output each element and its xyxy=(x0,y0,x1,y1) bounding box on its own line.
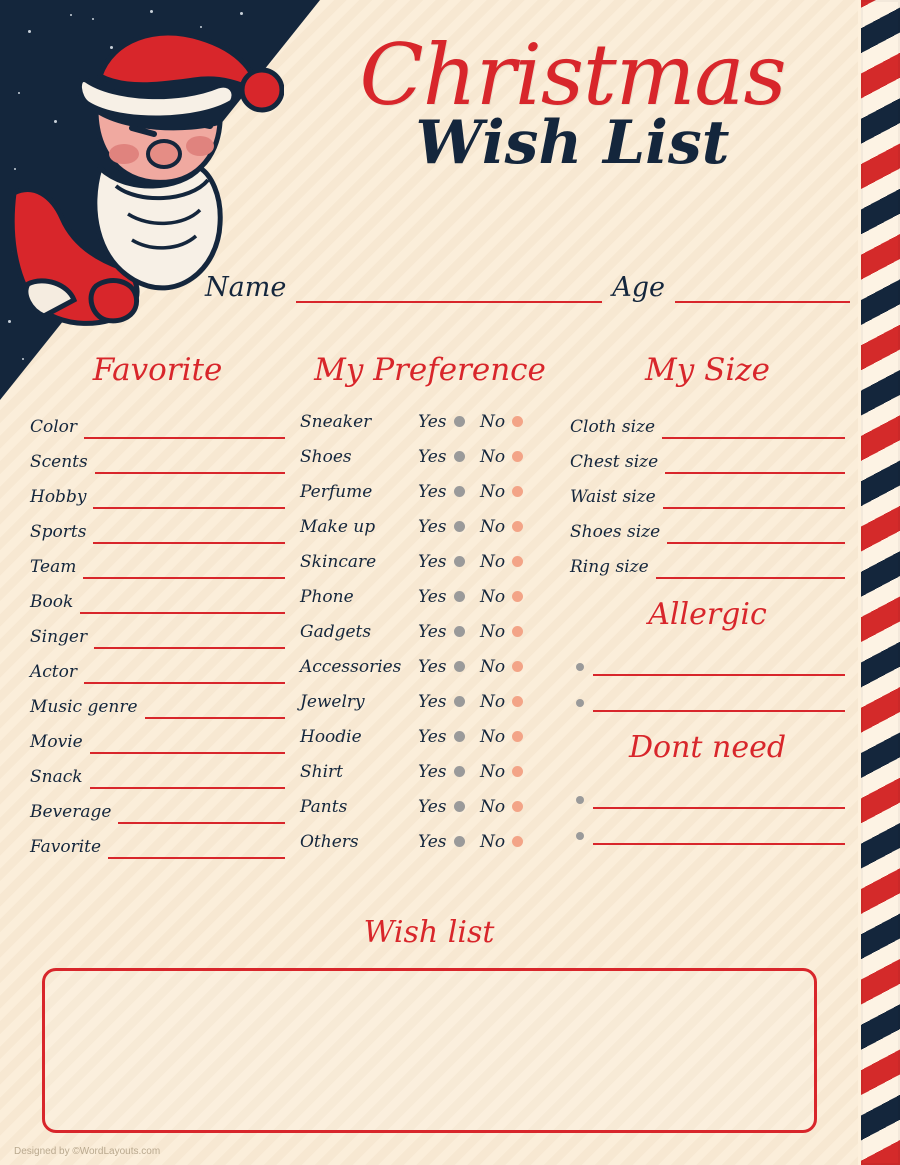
footer-credit: Designed by ©WordLayouts.com xyxy=(14,1146,161,1157)
yes-label: Yes xyxy=(418,656,447,677)
preference-yes-option[interactable] xyxy=(418,517,480,537)
preference-no-option[interactable] xyxy=(480,482,542,502)
size-heading: My Size xyxy=(645,352,770,388)
preference-no-option[interactable] xyxy=(480,552,542,572)
preference-label: Perfume xyxy=(300,481,373,502)
favorite-row xyxy=(30,474,285,509)
size-row xyxy=(570,509,845,544)
favorite-input-line[interactable] xyxy=(90,769,285,789)
no-radio-icon[interactable] xyxy=(512,836,523,847)
favorite-row xyxy=(30,509,285,544)
no-radio-icon[interactable] xyxy=(512,521,523,532)
preference-row xyxy=(300,719,560,754)
preference-label: Gadgets xyxy=(300,621,372,642)
title-line-wishlist: Wish List xyxy=(415,107,730,178)
yes-radio-icon[interactable] xyxy=(454,556,465,567)
preference-heading: My Preference xyxy=(314,352,546,388)
preference-row xyxy=(300,614,560,649)
preference-row xyxy=(300,649,560,684)
yes-radio-icon[interactable] xyxy=(454,731,465,742)
favorite-input-line[interactable] xyxy=(95,454,285,474)
no-label: No xyxy=(480,726,506,747)
favorite-label: Scents xyxy=(30,452,88,472)
size-label: Cloth size xyxy=(570,417,656,437)
favorite-input-line[interactable] xyxy=(83,559,285,579)
yes-label: Yes xyxy=(418,551,447,572)
yes-radio-icon[interactable] xyxy=(454,836,465,847)
favorite-row xyxy=(30,824,285,859)
preference-yes-option[interactable] xyxy=(418,447,480,467)
preference-row xyxy=(300,789,560,824)
preference-row xyxy=(300,404,560,439)
yes-label: Yes xyxy=(418,726,447,747)
favorite-label: Favorite xyxy=(30,837,102,857)
preference-section xyxy=(300,352,560,859)
preference-row xyxy=(300,439,560,474)
no-radio-icon[interactable] xyxy=(512,591,523,602)
no-label: No xyxy=(480,481,506,502)
favorite-label: Team xyxy=(30,557,77,577)
favorite-label: Actor xyxy=(30,662,77,682)
favorite-input-line[interactable] xyxy=(145,699,285,719)
candy-cane-border xyxy=(858,0,900,1165)
preference-yes-option[interactable] xyxy=(418,727,480,747)
favorite-heading: Favorite xyxy=(92,352,223,388)
dont-need-input-line[interactable] xyxy=(593,825,845,845)
page-title xyxy=(300,26,845,178)
size-input-line[interactable] xyxy=(656,559,845,579)
preference-label: Pants xyxy=(300,796,348,817)
preference-yes-option[interactable] xyxy=(418,797,480,817)
size-row xyxy=(570,474,845,509)
no-label: No xyxy=(480,656,506,677)
size-input-line[interactable] xyxy=(667,524,845,544)
preference-label: Make up xyxy=(300,516,376,537)
bullet-icon xyxy=(576,832,584,840)
preference-no-option[interactable] xyxy=(480,622,542,642)
no-radio-icon[interactable] xyxy=(512,626,523,637)
yes-radio-icon[interactable] xyxy=(454,521,465,532)
preference-no-option[interactable] xyxy=(480,692,542,712)
no-radio-icon[interactable] xyxy=(512,416,523,427)
yes-label: Yes xyxy=(418,481,447,502)
wish-list-textarea[interactable] xyxy=(42,968,817,1133)
yes-radio-icon[interactable] xyxy=(454,626,465,637)
favorite-input-line[interactable] xyxy=(93,524,285,544)
dont-need-input-line[interactable] xyxy=(593,789,845,809)
preference-label: Shoes xyxy=(300,446,352,467)
no-radio-icon[interactable] xyxy=(512,696,523,707)
preference-yes-option[interactable] xyxy=(418,482,480,502)
yes-radio-icon[interactable] xyxy=(454,591,465,602)
no-label: No xyxy=(480,551,506,572)
preference-no-option[interactable] xyxy=(480,797,542,817)
preference-yes-option[interactable] xyxy=(418,552,480,572)
preference-no-option[interactable] xyxy=(480,762,542,782)
title-line-christmas: Christmas xyxy=(359,26,786,124)
name-input-line[interactable] xyxy=(296,281,602,303)
size-input-line[interactable] xyxy=(662,419,845,439)
preference-yes-option[interactable] xyxy=(418,657,480,677)
favorite-input-line[interactable] xyxy=(94,629,285,649)
preference-no-option[interactable] xyxy=(480,517,542,537)
yes-radio-icon[interactable] xyxy=(454,486,465,497)
no-radio-icon[interactable] xyxy=(512,801,523,812)
preference-row xyxy=(300,684,560,719)
favorite-input-line[interactable] xyxy=(118,804,285,824)
yes-radio-icon[interactable] xyxy=(454,766,465,777)
favorite-input-line[interactable] xyxy=(90,734,285,754)
preference-no-option[interactable] xyxy=(480,832,542,852)
favorite-input-line[interactable] xyxy=(84,664,285,684)
preference-yes-option[interactable] xyxy=(418,622,480,642)
dont-need-heading: Dont need xyxy=(628,730,787,765)
bullet-icon xyxy=(576,663,584,671)
favorite-label: Hobby xyxy=(30,487,87,507)
preference-no-option[interactable] xyxy=(480,657,542,677)
no-label: No xyxy=(480,516,506,537)
favorite-label: Movie xyxy=(30,732,83,752)
preference-row xyxy=(300,579,560,614)
favorite-label: Beverage xyxy=(30,802,112,822)
size-input-line[interactable] xyxy=(663,489,845,509)
preference-label: Accessories xyxy=(300,656,402,677)
preference-yes-option[interactable] xyxy=(418,692,480,712)
no-radio-icon[interactable] xyxy=(512,661,523,672)
dont-need-row xyxy=(570,773,845,809)
favorite-label: Singer xyxy=(30,627,88,647)
name-label: Name xyxy=(205,272,287,303)
yes-label: Yes xyxy=(418,796,447,817)
yes-radio-icon[interactable] xyxy=(454,801,465,812)
preference-no-option[interactable] xyxy=(480,587,542,607)
size-label: Ring size xyxy=(570,557,649,577)
preference-label: Jewelry xyxy=(300,691,365,712)
no-radio-icon[interactable] xyxy=(512,556,523,567)
size-input-line[interactable] xyxy=(665,454,845,474)
no-label: No xyxy=(480,586,506,607)
preference-row xyxy=(300,474,560,509)
no-label: No xyxy=(480,621,506,642)
preference-yes-option[interactable] xyxy=(418,832,480,852)
preference-no-option[interactable] xyxy=(480,412,542,432)
no-radio-icon[interactable] xyxy=(512,731,523,742)
preference-row xyxy=(300,754,560,789)
yes-label: Yes xyxy=(418,516,447,537)
favorite-row xyxy=(30,684,285,719)
yes-radio-icon[interactable] xyxy=(454,416,465,427)
favorite-row xyxy=(30,614,285,649)
dont-need-row xyxy=(570,809,845,845)
preference-label: Shirt xyxy=(300,761,343,782)
no-label: No xyxy=(480,691,506,712)
allergic-row xyxy=(570,640,845,676)
identity-row xyxy=(205,272,850,303)
preference-label: Hoodie xyxy=(300,726,362,747)
favorite-row xyxy=(30,719,285,754)
preference-label: Others xyxy=(300,831,359,852)
preference-row xyxy=(300,509,560,544)
preference-label: Skincare xyxy=(300,551,377,572)
yes-label: Yes xyxy=(418,831,447,852)
favorite-input-line[interactable] xyxy=(93,489,285,509)
no-label: No xyxy=(480,831,506,852)
size-label: Chest size xyxy=(570,452,659,472)
allergic-input-line[interactable] xyxy=(593,692,845,712)
size-row xyxy=(570,404,845,439)
preference-yes-option[interactable] xyxy=(418,762,480,782)
size-label: Shoes size xyxy=(570,522,661,542)
favorite-row xyxy=(30,789,285,824)
no-label: No xyxy=(480,446,506,467)
favorite-input-line[interactable] xyxy=(108,839,285,859)
favorite-label: Color xyxy=(30,417,78,437)
preference-label: Phone xyxy=(300,586,354,607)
age-label: Age xyxy=(612,272,665,303)
yes-label: Yes xyxy=(418,446,447,467)
yes-label: Yes xyxy=(418,761,447,782)
yes-radio-icon[interactable] xyxy=(454,451,465,462)
yes-label: Yes xyxy=(418,621,447,642)
favorite-label: Snack xyxy=(30,767,83,787)
allergic-heading: Allergic xyxy=(648,597,767,632)
favorite-row xyxy=(30,579,285,614)
favorite-row xyxy=(30,544,285,579)
allergic-row xyxy=(570,676,845,712)
favorite-label: Book xyxy=(30,592,74,612)
preference-label: Sneaker xyxy=(300,411,372,432)
no-label: No xyxy=(480,796,506,817)
favorite-row xyxy=(30,649,285,684)
favorite-section xyxy=(30,352,285,859)
wish-list-heading: Wish list xyxy=(363,915,495,950)
preference-yes-option[interactable] xyxy=(418,587,480,607)
bullet-icon xyxy=(576,796,584,804)
yes-label: Yes xyxy=(418,411,447,432)
no-radio-icon[interactable] xyxy=(512,486,523,497)
preference-yes-option[interactable] xyxy=(418,412,480,432)
size-row xyxy=(570,544,845,579)
size-label: Waist size xyxy=(570,487,656,507)
yes-radio-icon[interactable] xyxy=(454,696,465,707)
no-label: No xyxy=(480,761,506,782)
favorite-row xyxy=(30,404,285,439)
size-row xyxy=(570,439,845,474)
favorite-row xyxy=(30,754,285,789)
favorite-input-line[interactable] xyxy=(80,594,285,614)
preference-no-option[interactable] xyxy=(480,727,542,747)
favorite-label: Music genre xyxy=(30,697,138,717)
favorite-input-line[interactable] xyxy=(84,419,285,439)
no-label: No xyxy=(480,411,506,432)
preference-no-option[interactable] xyxy=(480,447,542,467)
preference-row xyxy=(300,544,560,579)
allergic-input-line[interactable] xyxy=(593,656,845,676)
size-section xyxy=(570,352,845,845)
yes-label: Yes xyxy=(418,691,447,712)
favorite-row xyxy=(30,439,285,474)
preference-row xyxy=(300,824,560,859)
yes-label: Yes xyxy=(418,586,447,607)
favorite-label: Sports xyxy=(30,522,87,542)
bullet-icon xyxy=(576,699,584,707)
no-radio-icon[interactable] xyxy=(512,766,523,777)
age-input-line[interactable] xyxy=(675,281,850,303)
yes-radio-icon[interactable] xyxy=(454,661,465,672)
no-radio-icon[interactable] xyxy=(512,451,523,462)
